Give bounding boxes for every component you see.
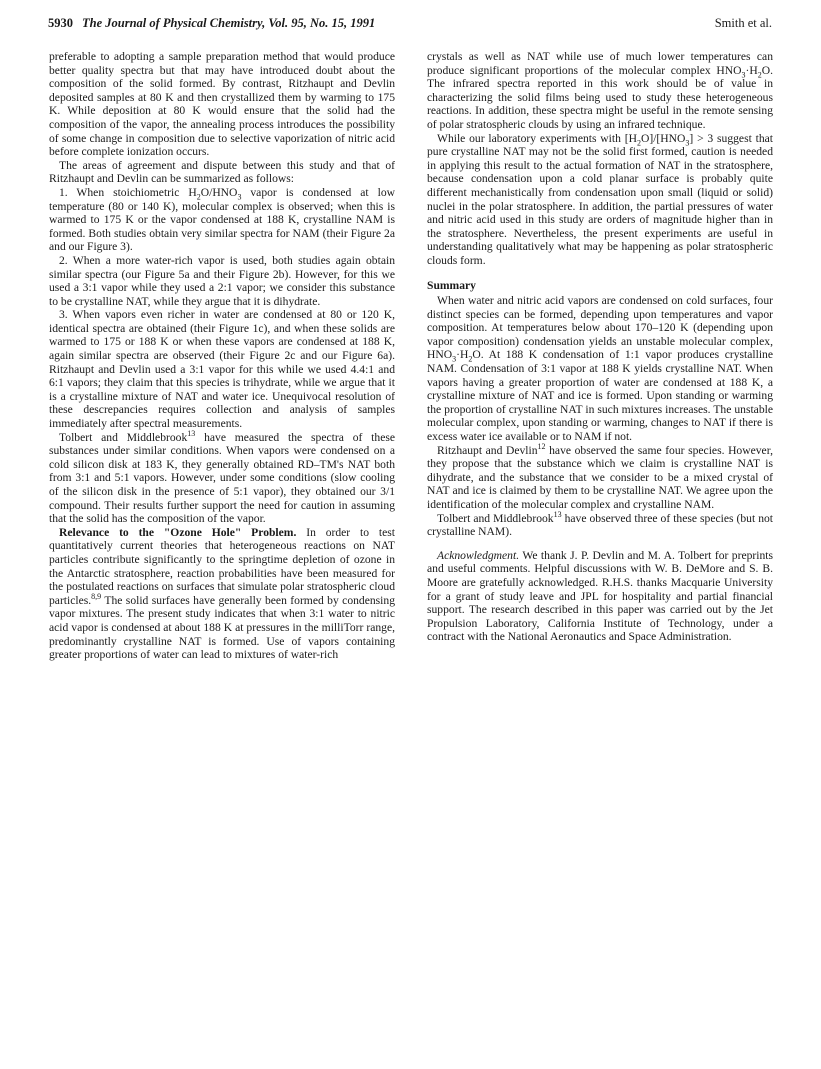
- journal-citation: The Journal of Physical Chemistry, Vol. 95, No. 15, 1991: [82, 16, 376, 30]
- summary-heading: Summary: [427, 278, 476, 292]
- running-authors: Smith et al.: [714, 16, 772, 30]
- paragraph-areas-of-agreement: The areas of agreement and dispute between this study and that of Ritzhaupt and Devlin can be summarized as follows:: [49, 158, 395, 186]
- paragraph-tolbert-middlebrook: Tolbert and Middlebrook$^{13}$ have measured the spectra of these substances under similar conditions. When vapors were condensed on a cold silicon disk at 183 K, they generally obtained RD–TM's NAT both from 3:1 and 5:1 vapors. However, under some conditions (slow cooling of the silicon disk in the presence of 5:1 vapor), they obtained our 3/1 compound. Their results further support the need for caution in assuming that the solid has the composition of the vapor.: [49, 428, 395, 526]
- paragraph-point-3: 3. When vapors even richer in water are condensed at 80 or 120 K, identical spectra are obtained (their Figure 1c), and when these solids are warmed to 175 or 188 K or when these vapors are condensed at 188 K, again similar spectra are observed (their Figure 2c and our Figure 6a). Ritzhaupt and Devlin used a 3:1 vapor for this while we used 4.4:1 and 6:1 vapors; they claim that this species is trihydrate, while we argue that it is a crystalline mixture of NAT and water ice. Unequivocal resolution of these descrepancies requires collection and analysis of samples immediately after spectral measurements.: [49, 308, 395, 431]
- paragraph-point-1: 1. When stoichiometric $H_2O/HNO_3$ vapor is condensed at low temperature (80 or 140 K), molecular complex is observed; when this is warmed to 175 K or the vapor condensed at 188 K, crystalline NAM is formed. Both studies obtain very similar spectra for NAM (their Figure 2a and our Figure 3).: [49, 185, 395, 254]
- right-column: [427, 50, 773, 644]
- paragraph-point-2: 2. When a more water-rich vapor is used, both studies again obtain similar spectra (our Figure 5a and their Figure 2b). However, for this we used a 3:1 vapor while they used a 2:1 vapor; we consider this substance to be crystalline NAT, while they argue that it is dihydrate.: [49, 253, 395, 308]
- paragraph-summary-species: When water and nitric acid vapors are condensed on cold surfaces, four distinct species can be formed, depending upon temperatures and vapor composition. At temperatures below about 170–120 K (depending upon vapor composition) condensation yields an unstable molecular complex, $HNO_3\cdot H_2O$. At 188 K condensation of 1:1 vapor produces crystalline NAM. Condensation of 3:1 vapor at 188 K yields crystalline NAT. When vapors having a greater proportion of water are condensed at 188 K, a crystalline mixture of NAT and ice is formed. Upon standing or warming the proportion of crystalline NAT in such mixtures increases. The unstable molecular complex, upon standing or warming, changes to NAT if there is excess water ice available or to NAM if not.: [427, 294, 773, 444]
- acknowledgment-heading: Acknowledgment.: [437, 548, 520, 562]
- page-header: [48, 16, 772, 36]
- paragraph-ir-spectra-value: crystals as well as NAT while use of much lower temperatures can produce significant proportions of the molecular complex $HNO_3\cdot H_2O$. The infrared spectra reported in this work should be of value in characterizing the solid films being used to study these heterogeneous reactions. In addition, these spectra might be useful in the remote sensing of polar stratospheric clouds by using an infrared technique.: [427, 50, 773, 131]
- paragraph-sample-preparation: preferable to adopting a sample preparation method that would produce better quality spectra but that may have introduced doubt about the composition of the solid formed. By contrast, Ritzhaupt and Devlin deposited samples at 80 K and then crystallized them by warming to 175 K. While deposition at 80 K would ensure that the solid had the composition of the vapor, the annealing process introduces the possibility of some change in composition due to selective vaporization of nitric acid before complete ionization occurs.: [49, 50, 395, 159]
- paragraph-laboratory-caution: While our laboratory experiments with $[H_2O]/[HNO_3] > 3$ suggest that pure crystalline NAT may not be the solid first formed, caution is needed in applying this result to the actual formation of NAT in the stratosphere, because condensation upon a cold planar surface is probably quite different mechanistically from condensation upon small (liquid or solid) nuclei in the polar stratosphere. In addition, the partial pressures of water and nitric acid used in this study are orders of magnitude higher than in the stratosphere. Nevertheless, the present experiments are useful in understanding qualitatively what may be happening as polar stratospheric clouds form.: [427, 131, 773, 267]
- paragraph-ritzhaupt-devlin: Ritzhaupt and Devlin$^{12}$ have observed the same four species. However, they propose that the substance which we claim is crystalline NAT is dihydrate, and the substance that we consider to be a mixed crystal of NAT and ice is claimed by them to be crystalline NAT. We agree upon the identification of the molecular complex and crystalline NAM.: [427, 441, 773, 511]
- page-number: 5930: [48, 16, 73, 30]
- paragraph-acknowledgment: Acknowledgment. We thank J. P. Devlin and M. A. Tolbert for preprints and useful comments. Helpful discussions with W. B. DeMore and S. B. Moore are gratefully acknowledged. R.H.S. thanks Macquarie University for a grant of study leave and JPL for hospitality and partial financial support. The research described in this paper was carried out by the Jet Propulsion Laboratory, California Institute of Technology, under a contract with the National Aeronautics and Space Administration.: [427, 548, 773, 644]
- paragraph-ozone-hole: Relevance to the "Ozone Hole" Problem. In order to test quantitatively current theories that heterogeneous reactions on NAT particles contribute significantly to the springtime depletion of ozone in the Antarctic stratosphere, reaction probabilities have been measured for the postulated reactions on surfaces that simulate polar stratospheric cloud particles.$^{8,9}$ The solid surfaces have generally been formed by condensing vapor mixtures. The present study indicates that when 3:1 water to nitric acid vapor is condensed at about 188 K at pressures in the milliTorr range, predominantly crystalline NAT is formed. Use of vapors containing greater proportions of water can lead to mixtures of water-rich: [49, 525, 395, 662]
- left-column: [49, 50, 395, 662]
- paragraph-tolbert-three-species: Tolbert and Middlebrook$^{13}$ have observed three of these species (but not crystalline NAM).: [427, 509, 774, 539]
- ozone-hole-heading: Relevance to the "Ozone Hole" Problem.: [59, 525, 297, 539]
